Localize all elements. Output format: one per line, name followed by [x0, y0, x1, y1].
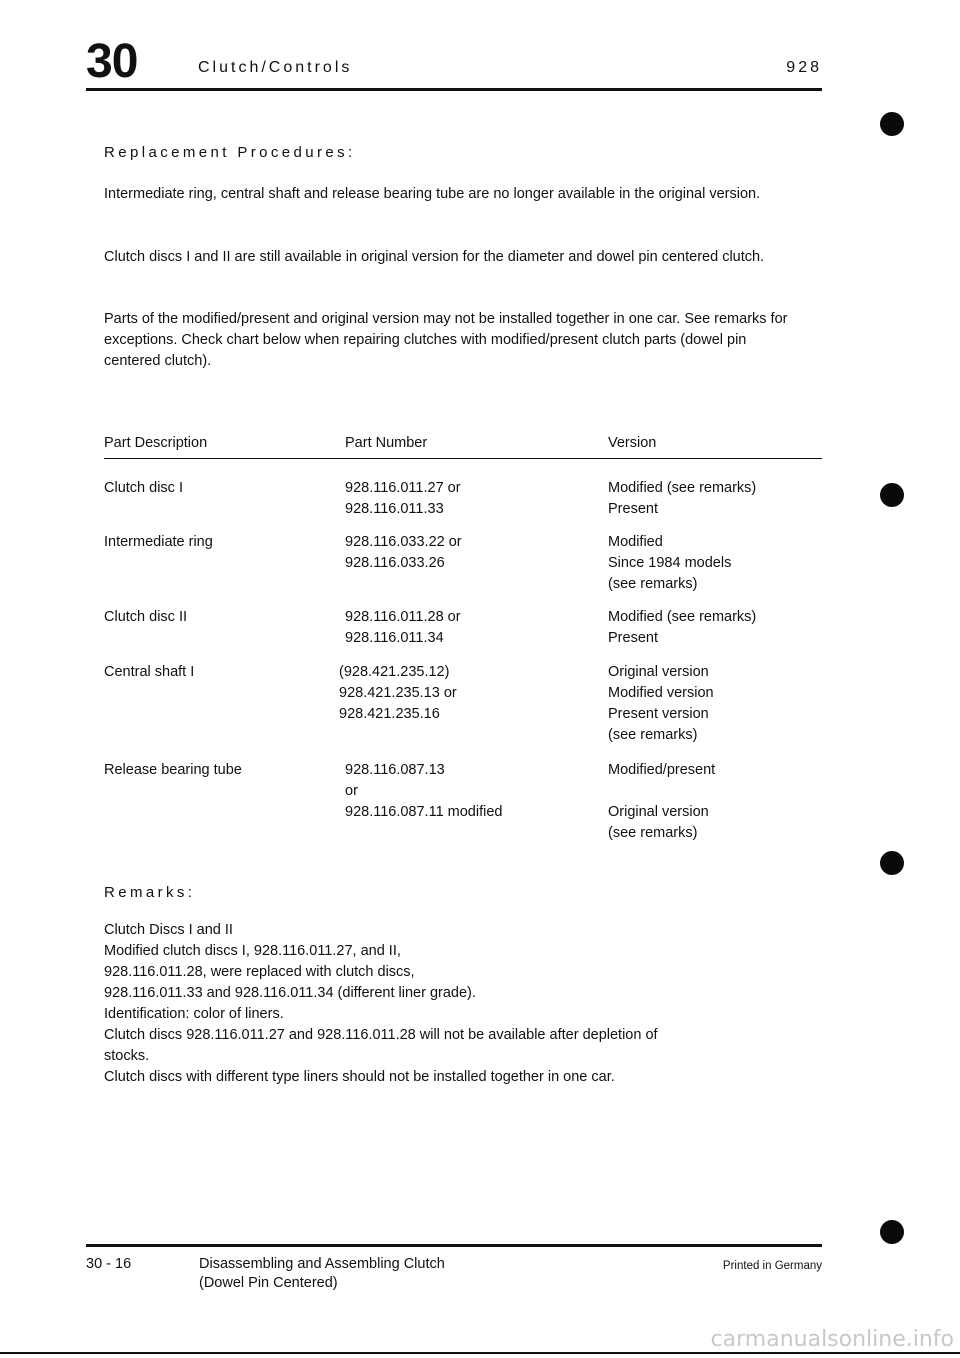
row-version: Modified/present Original version (see remarks) [608, 762, 716, 841]
bottom-border [0, 1352, 960, 1354]
paragraph-installation: Parts of the modified/present and original version may not be installed together in one car. See remarks for exceptions. Check chart below when repairing clutches with modified/present clutch parts (dowel pin centered clutch). [104, 311, 788, 369]
row-part-number: (928.421.235.12) 928.421.235.13 or 928.421.235.16 [339, 664, 457, 722]
model-number: 928 [786, 59, 822, 76]
row-part-number: 928.116.011.27 or 928.116.011.33 [345, 480, 461, 517]
column-header-part-number: Part Number [345, 435, 428, 451]
row-part-number: 928.116.033.22 or 928.116.033.26 [345, 534, 462, 571]
row-description: Release bearing tube [104, 762, 242, 778]
binder-hole-icon [880, 112, 904, 136]
row-version: Modified (see remarks) Present [608, 480, 757, 517]
binder-hole-icon [880, 483, 904, 507]
remarks-line: 928.116.011.33 and 928.116.011.34 (different liner grade). [104, 985, 476, 1001]
row-description: Intermediate ring [104, 534, 213, 550]
binder-hole-icon [880, 851, 904, 875]
remarks-line: Clutch discs 928.116.011.27 and 928.116.011.28 will not be available after depletion of [104, 1027, 658, 1043]
row-version: Modified Since 1984 models (see remarks) [608, 534, 732, 592]
row-version: Modified (see remarks) Present [608, 609, 757, 646]
remarks-line: Clutch Discs I and II [104, 922, 233, 938]
column-header-version: Version [608, 435, 657, 451]
row-part-number: 928.116.011.28 or 928.116.011.34 [345, 609, 461, 646]
remarks-line: Modified clutch discs I, 928.116.011.27, and II, [104, 943, 401, 959]
remarks-line: 928.116.011.28, were replaced with clutch discs, [104, 964, 415, 980]
remarks-heading: Remarks: [104, 884, 196, 901]
section-number: 30 [86, 35, 138, 88]
remarks-line: Identification: color of liners. [104, 1006, 284, 1022]
header-rule [86, 88, 822, 91]
footer-title: Disassembling and Assembling Clutch (Dowel Pin Centered) [199, 1256, 445, 1291]
row-description: Central shaft I [104, 664, 195, 680]
paragraph-availability: Intermediate ring, central shaft and release bearing tube are no longer available in the original version. [104, 186, 761, 202]
footer-rule [86, 1244, 822, 1247]
watermark: carmanualsonline.info [710, 1327, 954, 1352]
table-header-rule [104, 458, 822, 459]
printed-in: Printed in Germany [722, 1260, 822, 1272]
section-title: Clutch/Controls [198, 59, 353, 76]
page-number: 30 - 16 [86, 1256, 132, 1272]
remarks-line: stocks. [104, 1048, 150, 1064]
row-description: Clutch disc II [104, 609, 187, 625]
column-header-description: Part Description [104, 435, 208, 451]
paragraph-clutch-discs: Clutch discs I and II are still available in original version for the diameter and dowel pin centered clutch. [104, 249, 765, 265]
row-version: Original version Modified version Present version (see remarks) [608, 664, 714, 743]
section-heading: Replacement Procedures: [104, 144, 356, 161]
row-description: Clutch disc I [104, 480, 183, 496]
binder-hole-icon [880, 1220, 904, 1244]
remarks-line: Clutch discs with different type liners should not be installed together in one car. [104, 1069, 615, 1085]
row-part-number: 928.116.087.13 or 928.116.087.11 modified [345, 762, 503, 820]
